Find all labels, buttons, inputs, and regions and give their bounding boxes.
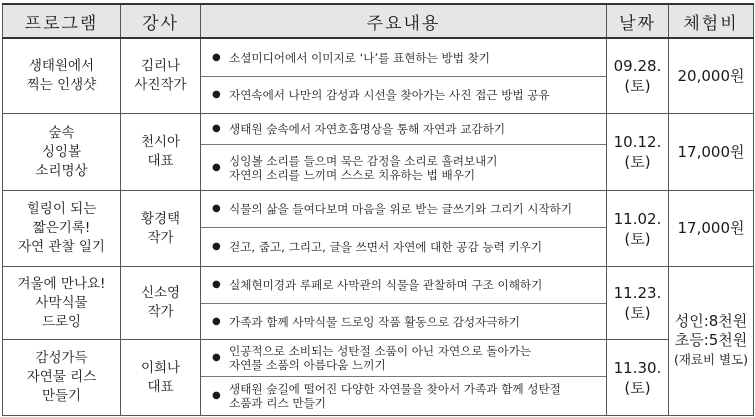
- content-cell: [201, 114, 607, 191]
- bullet-icon: ●: [212, 203, 221, 214]
- instructor: 김리나 사진작가: [121, 38, 201, 114]
- content-item: ● 자연속에서 나만의 감성과 시선을 찾아가는 사진 접근 방법 공유: [201, 76, 606, 113]
- bullet-icon: ●: [212, 279, 221, 290]
- content-item: ● 걷고, 줍고, 그리고, 글을 쓰면서 자연에 대한 공감 능력 키우기: [201, 227, 606, 266]
- instructor: 천시아 대표: [121, 114, 201, 191]
- fee: 20,000원: [669, 38, 754, 114]
- content-item: ● 식물의 삶을 들여다보며 마음을 위로 받는 글쓰기와 그리기 시작하기: [212, 202, 573, 216]
- bullet-icon: ●: [212, 89, 221, 100]
- table-row: [3, 114, 754, 191]
- header-date: 날짜: [607, 4, 669, 38]
- content-item: ● 실체현미경과 루페로 사막관의 식물을 관찰하며 구조 이해하기: [212, 278, 543, 292]
- bullet-icon: ●: [212, 315, 221, 327]
- content-item: ● 가족과 함께 사막식물 드로잉 작품 활동으로 감성자극하기: [201, 303, 606, 339]
- table-row: [3, 340, 754, 416]
- content-item: ● 소셜미디어에서 이미지로 ‘나’를 표현하는 방법 찾기: [212, 50, 490, 65]
- content-item: ● 생태원 숲속에서 자연호흡명상을 통해 자연과 교감하기: [212, 122, 506, 136]
- program-table: [2, 3, 754, 416]
- date: 11.02. (토): [607, 191, 669, 267]
- table-row: [3, 191, 754, 267]
- instructor: 신소영 작가: [121, 267, 201, 340]
- date: 11.23. (토): [607, 267, 669, 340]
- header-row: [3, 4, 754, 38]
- content-cell: [201, 38, 607, 114]
- program-name: 숲속 싱잉볼 소리명상: [3, 114, 121, 191]
- date: 10.12. (토): [607, 114, 669, 191]
- instructor: 황경택 작가: [121, 191, 201, 267]
- instructor: 이희나 대표: [121, 340, 201, 416]
- table-row: [3, 38, 754, 114]
- program-name: 생태원에서 찍는 인생샷: [3, 38, 121, 114]
- program-name: 힐링이 되는 짧은기록! 자연 관찰 일기: [3, 191, 121, 267]
- header-content: 주요내용: [201, 4, 607, 38]
- fee: 17,000원: [669, 114, 754, 191]
- date: 09.28. (토): [607, 38, 669, 114]
- content-cell: [201, 340, 607, 416]
- content-item: ● 인공적으로 소비되는 성탄절 소품이 아닌 자연으로 돌아가는 자연물 소품의 아름다움 느끼기: [212, 344, 532, 372]
- program-name: 감성가득 자연물 리스 만들기: [3, 340, 121, 416]
- bullet-icon: ●: [212, 161, 221, 173]
- header-program: 프로그램: [3, 4, 121, 38]
- content-item: ● 싱잉볼 소리를 들으며 묵은 감정을 소리로 흘려보내기 자연의 소리를 느끼며 스스로 치유하는 법 배우기: [201, 144, 606, 190]
- table-row: [3, 267, 754, 340]
- fee: 성인:8천원 초등:5천원 (재료비 별도): [669, 267, 754, 416]
- program-name: 겨울에 만나요! 사막식물 드로잉: [3, 267, 121, 340]
- content-cell: [201, 267, 607, 340]
- header-fee: 체험비: [669, 4, 754, 38]
- bullet-icon: ●: [212, 352, 221, 363]
- bullet-icon: ●: [212, 51, 221, 63]
- header-instructor: 강사: [121, 4, 201, 38]
- content-cell: [201, 191, 607, 267]
- content-item: ● 생태원 숲길에 떨어진 다양한 자연물을 찾아서 가족과 함께 성탄절 소품과 리스 만들기: [201, 376, 606, 415]
- date: 11.30. (토): [607, 340, 669, 416]
- bullet-icon: ●: [212, 390, 221, 401]
- fee: 17,000원: [669, 191, 754, 267]
- bullet-icon: ●: [212, 241, 221, 252]
- bullet-icon: ●: [212, 123, 221, 134]
